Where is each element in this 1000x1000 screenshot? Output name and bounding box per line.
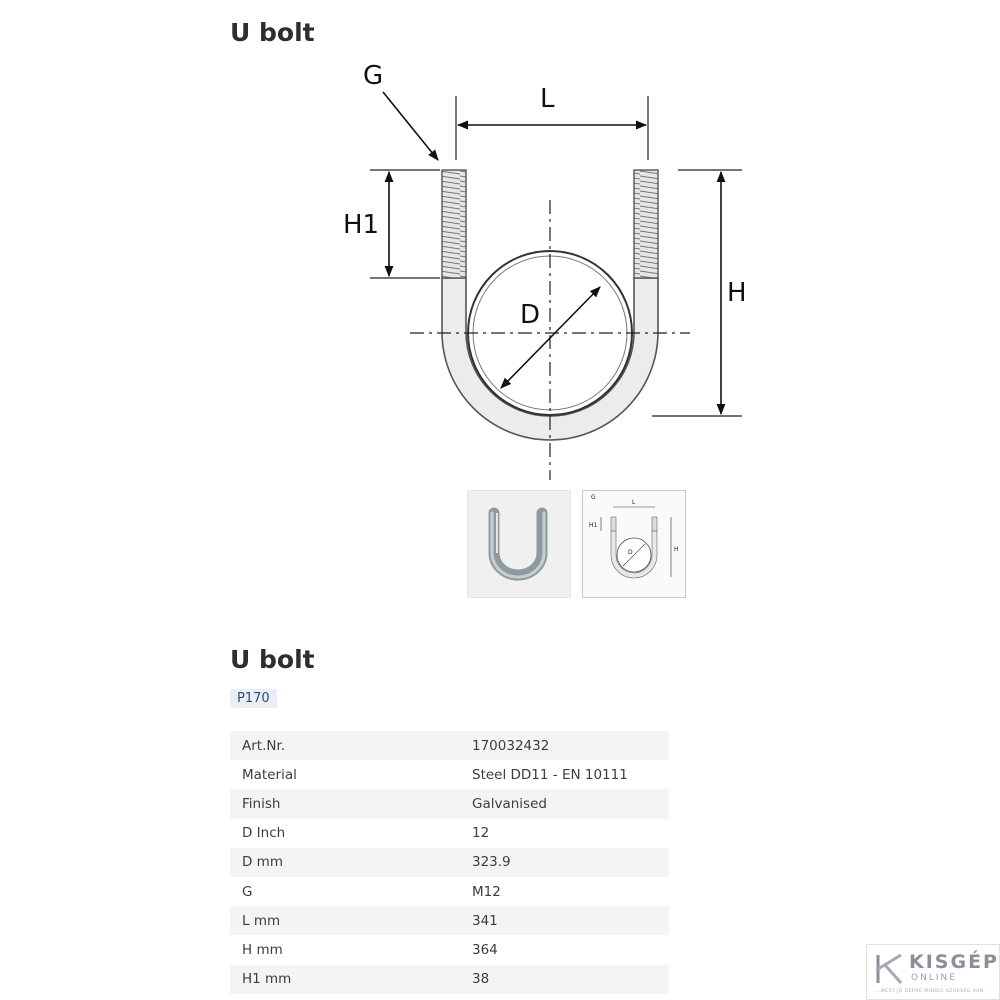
- kisgep-logo-icon: [875, 953, 905, 985]
- spec-label: Material: [242, 766, 297, 783]
- svg-text:H: H: [674, 546, 679, 553]
- spec-value: 170032432: [472, 731, 669, 760]
- spec-value: M12: [472, 883, 501, 900]
- u-bolt-drawing-image: [583, 491, 685, 597]
- spec-label: D Inch: [242, 825, 286, 842]
- table-row: [230, 935, 669, 964]
- spec-label: H mm: [242, 941, 283, 958]
- thumbnail-drawing[interactable]: [582, 490, 686, 598]
- kisgep-logo: [866, 944, 1000, 1000]
- spec-label: Finish: [230, 789, 472, 818]
- product-title: U bolt: [230, 645, 315, 674]
- table-row: [230, 906, 669, 935]
- label-h: H: [727, 278, 747, 308]
- spec-value: 323.9: [472, 848, 669, 877]
- spec-label: Art.Nr.: [230, 731, 472, 760]
- spec-value: 364: [472, 941, 498, 958]
- u-bolt-technical-drawing: [0, 0, 1000, 480]
- svg-text:G: G: [591, 494, 596, 501]
- left-thread: [442, 170, 466, 278]
- spec-label: H1 mm: [230, 965, 472, 994]
- spec-table: [230, 731, 669, 994]
- label-d: D: [520, 300, 541, 330]
- svg-text:L: L: [632, 499, 636, 506]
- right-thread: [634, 170, 658, 278]
- label-h1: H1: [343, 210, 380, 240]
- label-g: G: [363, 61, 384, 91]
- svg-text:H1: H1: [589, 522, 598, 529]
- table-row: [230, 877, 669, 906]
- product-code-badge[interactable]: P170: [230, 689, 277, 708]
- table-row: [230, 760, 669, 789]
- spec-label: L mm: [230, 906, 472, 935]
- label-l: L: [540, 84, 555, 114]
- spec-value: 12: [472, 825, 490, 842]
- u-bolt-photo-image: [468, 491, 570, 597]
- page-title: U bolt: [230, 18, 315, 47]
- spec-value: 341: [472, 906, 669, 935]
- spec-label: G: [242, 883, 253, 900]
- table-row: [230, 819, 669, 848]
- table-row: [230, 848, 669, 877]
- logo-brand: KISGÉP: [909, 951, 999, 973]
- thumbnail-photo[interactable]: [467, 490, 571, 598]
- logo-tagline: ...MERT JÓ GÉPRE MINDIG SZÜKSÉG VAN.: [875, 989, 986, 994]
- table-row: [230, 789, 669, 818]
- spec-value: Steel DD11 - EN 10111: [472, 766, 628, 783]
- spec-value: 38: [472, 965, 669, 994]
- table-row: [230, 965, 669, 994]
- spec-label: D mm: [230, 848, 472, 877]
- svg-text:D: D: [628, 549, 633, 556]
- table-row: [230, 731, 669, 760]
- spec-value: Galvanised: [472, 789, 669, 818]
- logo-sub: ONLINE: [911, 973, 957, 983]
